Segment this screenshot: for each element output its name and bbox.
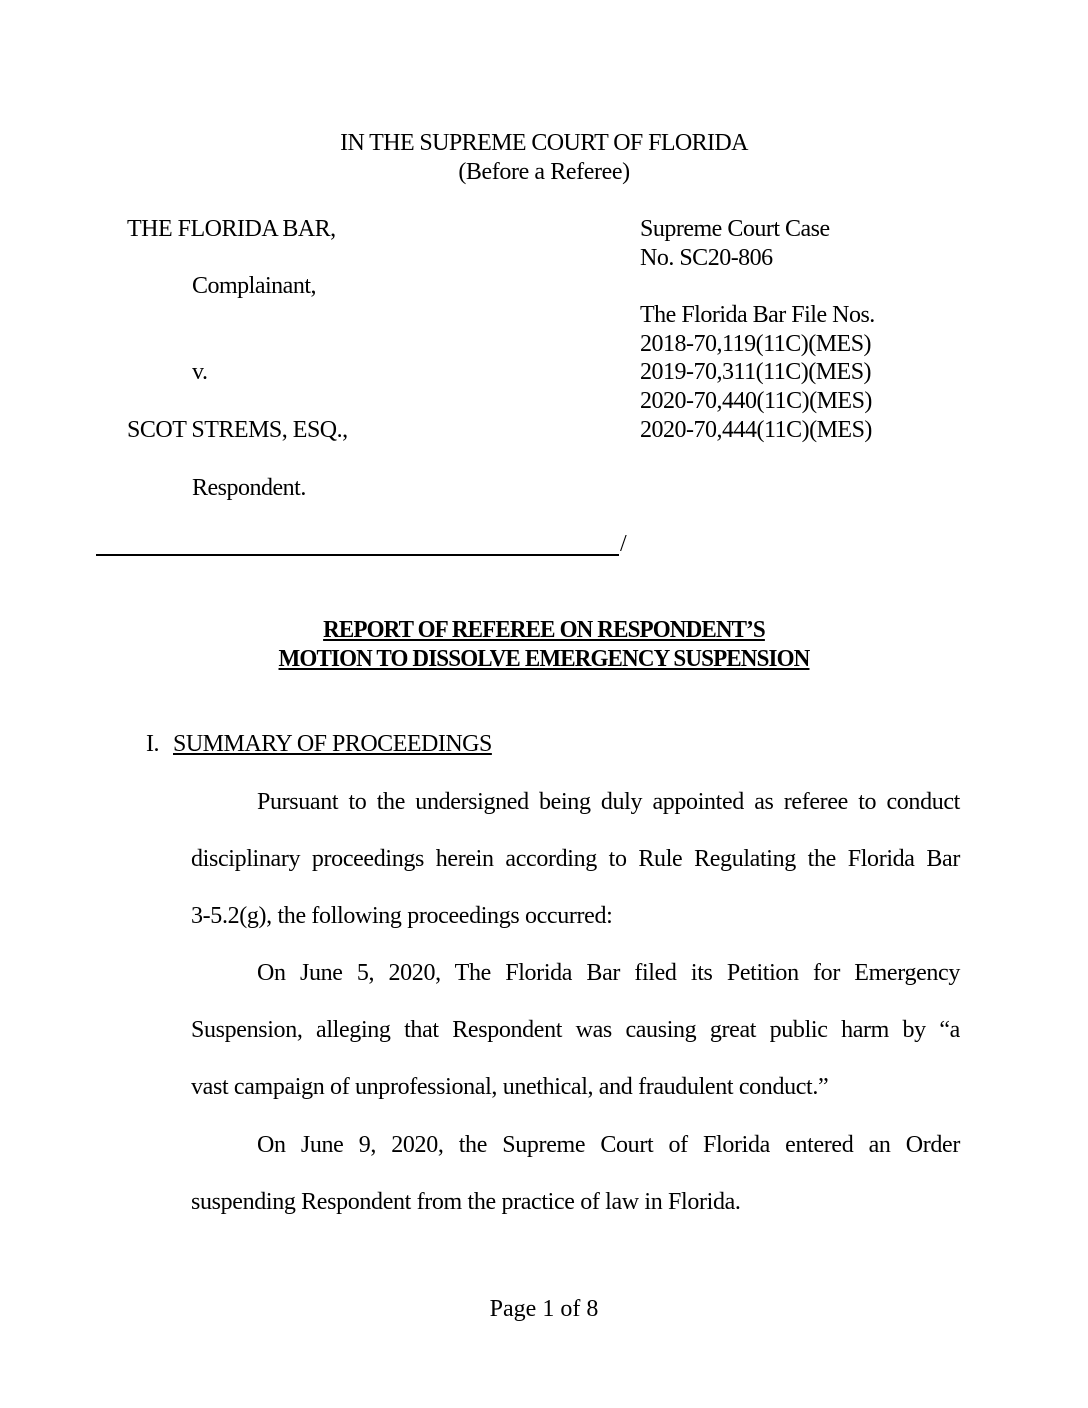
paragraph-line: disciplinary proceedings herein according to Rule Regulating the Florida Bar	[191, 846, 960, 872]
versus-label: v.	[192, 359, 208, 385]
complainant-name: THE FLORIDA BAR,	[127, 216, 336, 242]
case-number: No. SC20-806	[640, 245, 773, 271]
file-number: 2019-70,311(11C)(MES)	[640, 359, 872, 385]
caption-separator-line	[96, 554, 619, 556]
file-number: 2018-70,119(11C)(MES)	[640, 331, 872, 357]
respondent-name: SCOT STREMS, ESQ.,	[127, 417, 348, 443]
section-number: I.	[146, 731, 159, 757]
section-title: SUMMARY OF PROCEEDINGS	[173, 731, 492, 757]
complainant-role: Complainant,	[192, 273, 316, 299]
document-title-line-1: REPORT OF REFEREE ON RESPONDENT’S	[323, 617, 765, 643]
case-label: Supreme Court Case	[640, 216, 830, 242]
file-number: 2020-70,444(11C)(MES)	[640, 417, 872, 443]
paragraph-line: Pursuant to the undersigned being duly appointed as referee to conduct	[257, 789, 960, 815]
respondent-role: Respondent.	[192, 475, 306, 501]
court-subtitle: (Before a Referee)	[458, 159, 630, 185]
caption-separator-slash: /	[620, 531, 627, 557]
paragraph-line: Suspension, alleging that Respondent was causing great public harm by “a	[191, 1017, 960, 1043]
document-title-line-2: MOTION TO DISSOLVE EMERGENCY SUSPENSION	[278, 646, 810, 672]
court-name: IN THE SUPREME COURT OF FLORIDA	[340, 130, 748, 156]
paragraph-line: vast campaign of unprofessional, unethical, and fraudulent conduct.”	[191, 1074, 829, 1100]
file-number: 2020-70,440(11C)(MES)	[640, 388, 872, 414]
paragraph-line: suspending Respondent from the practice of law in Florida.	[191, 1189, 741, 1215]
page-number: Page 1 of 8	[489, 1296, 599, 1322]
paragraph-line: On June 5, 2020, The Florida Bar filed its Petition for Emergency	[257, 960, 960, 986]
paragraph-line: 3-5.2(g), the following proceedings occurred:	[191, 903, 613, 929]
section-heading	[146, 730, 492, 758]
file-numbers-label: The Florida Bar File Nos.	[640, 302, 875, 328]
paragraph-line: On June 9, 2020, the Supreme Court of Florida entered an Order	[257, 1132, 960, 1158]
